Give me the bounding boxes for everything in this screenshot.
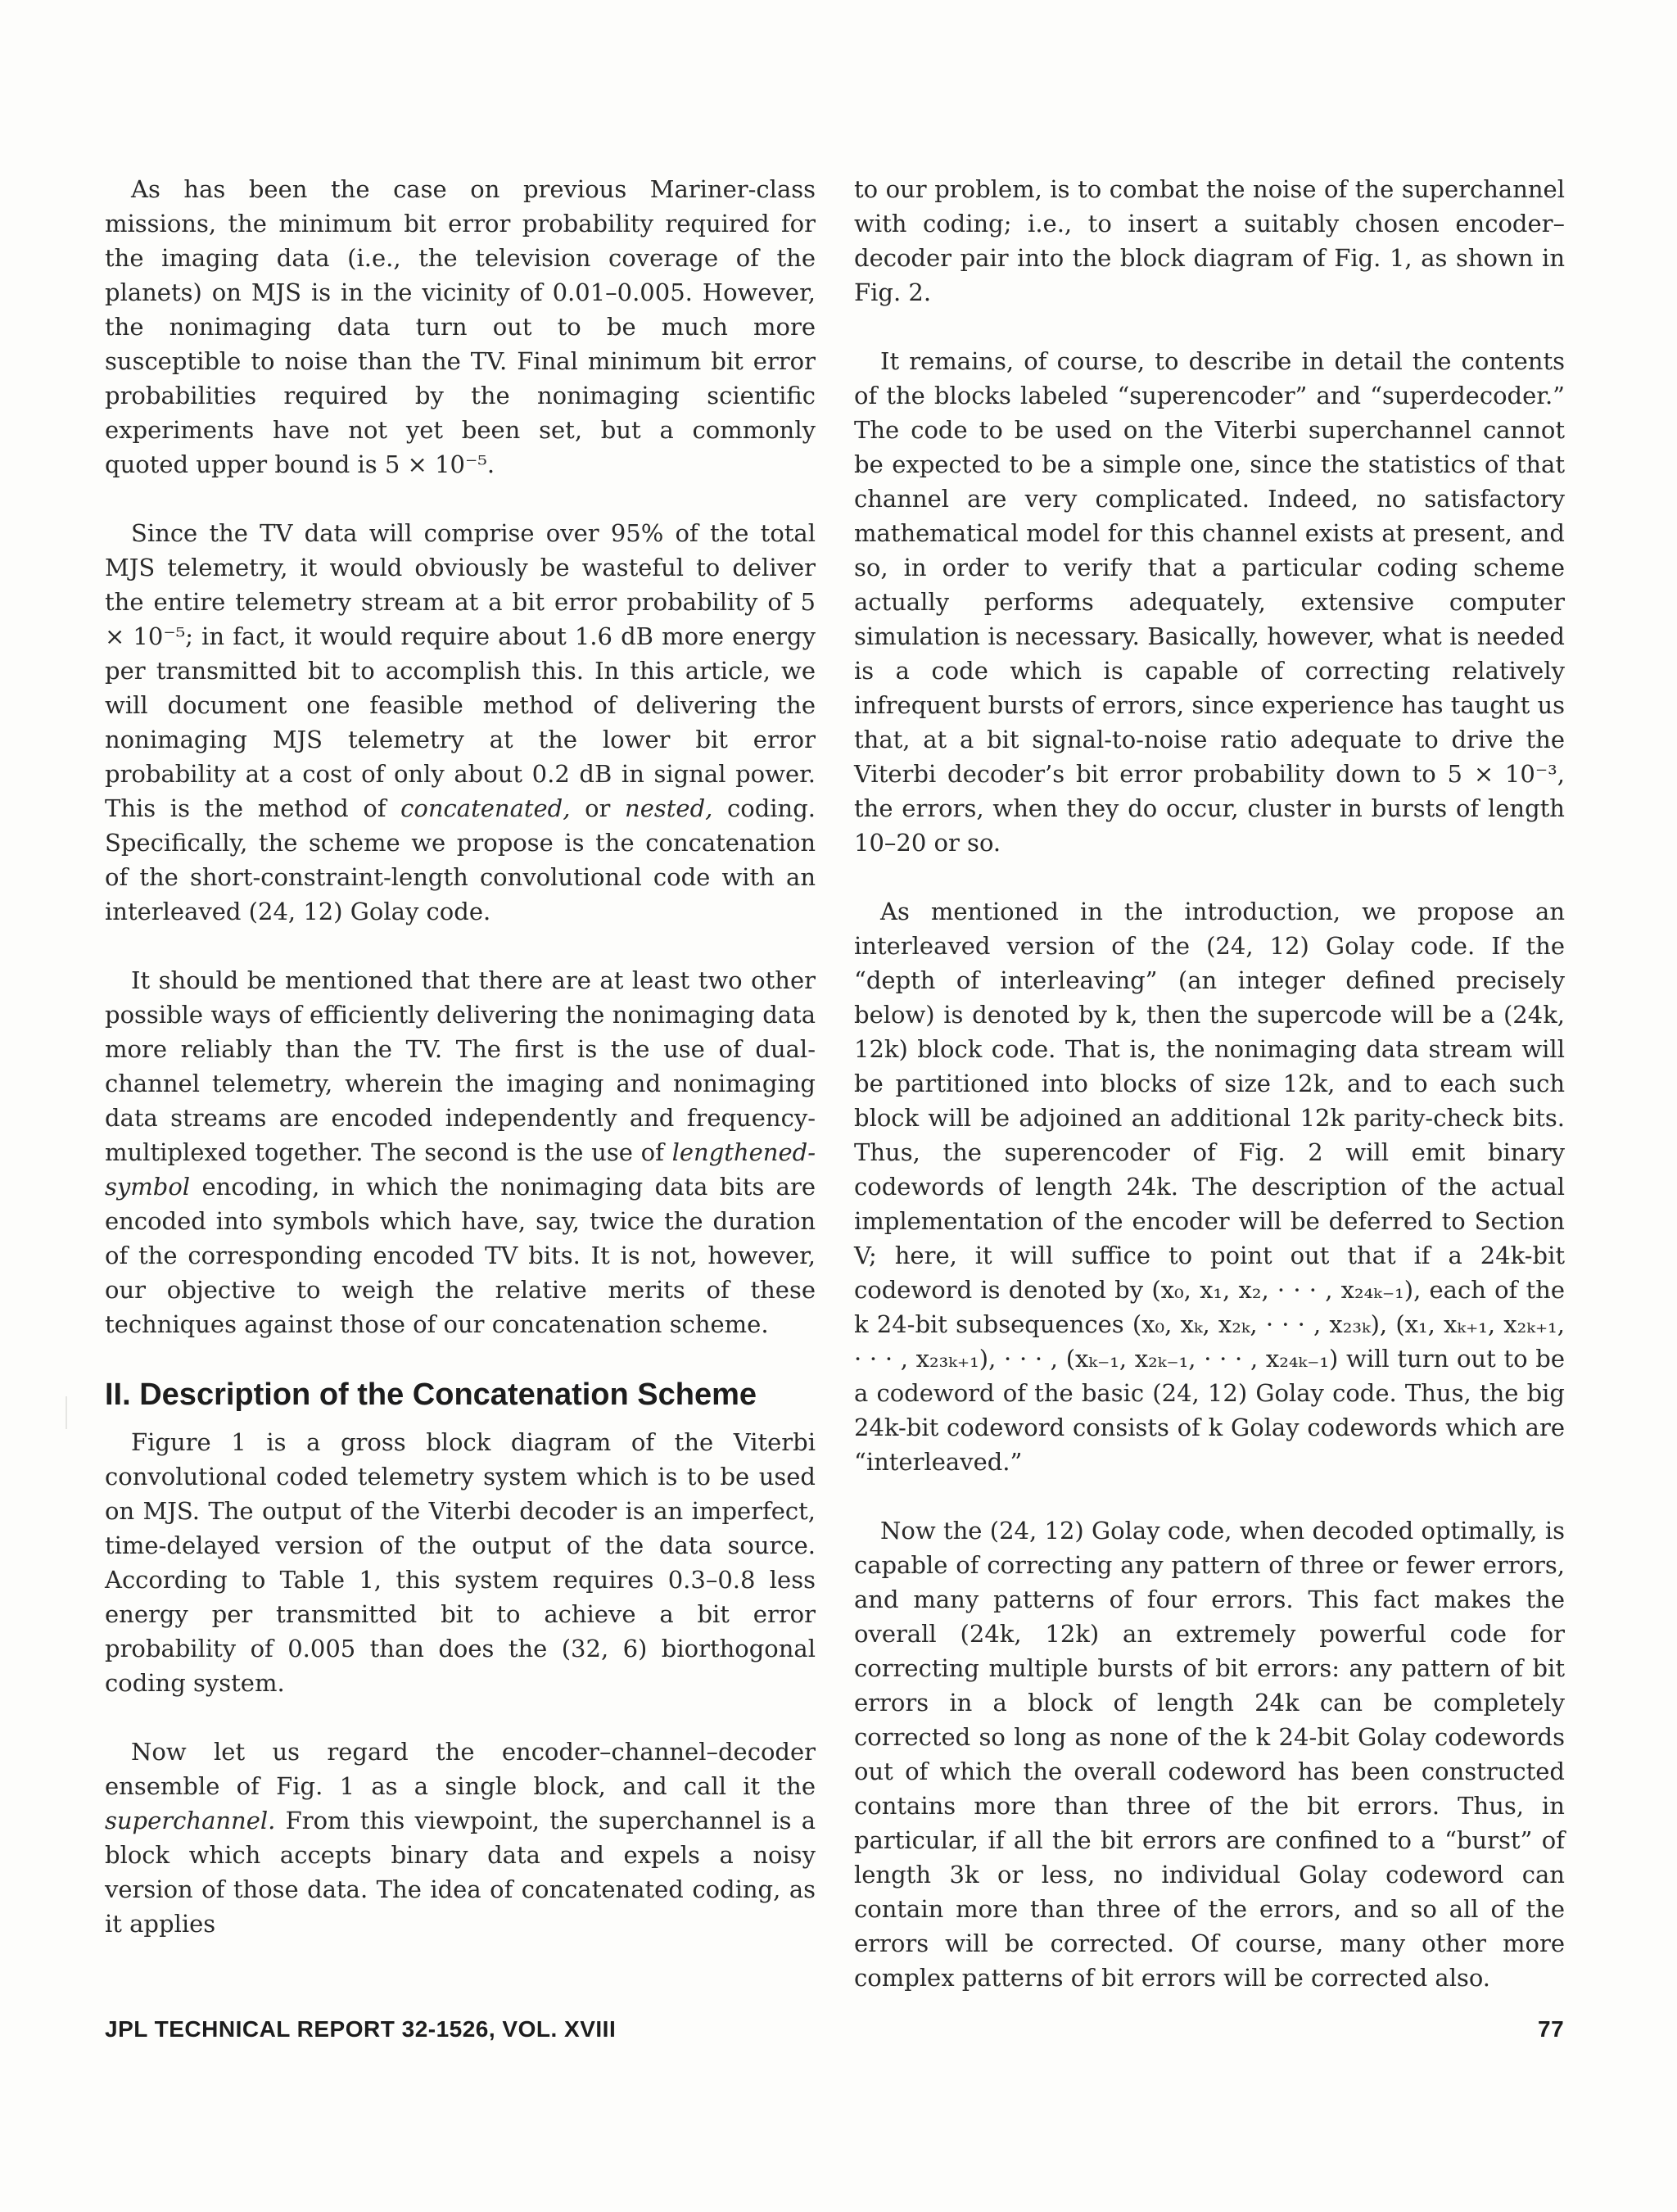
left-column [105, 172, 816, 1975]
footer-report-title: JPL TECHNICAL REPORT 32-1526, VOL. XVIII [105, 2016, 617, 2042]
paragraph: Since the TV data will comprise over 95% of the total MJS telemetry, it would obviously be wasteful to deliver the entire telemetry stream at a bit error probability of 5 × 10⁻⁵; in fact, it would require about 1.6 dB more energy per transmitted bit to accomplish this. In this article, we will document one feasible method of delivering the nonimaging MJS telemetry at the lower bit error probability at a cost of only about 0.2 dB in signal power. This is the method of concatenated, or nested, coding. Specifically, the scheme we propose is the concatenation of the short-constraint-length convolutional code with an interleaved (24, 12) Golay code. [105, 519, 816, 925]
page-number: 77 [1538, 2016, 1565, 2042]
section-heading: II. Description of the Concatenation Scheme [105, 1377, 757, 1412]
paragraph: It remains, of course, to describe in detail the contents of the blocks labeled “superencoder” and “superdecoder.” The code to be used on the Viterbi superchannel cannot be expected to be a simple one, since the statistics of that channel are very complicated. Indeed, no satisfactory mathematical model for this channel exists at present, and so, in order to verify that a particular coding scheme actually performs adequately, extensive computer simulation is necessary. Basically, however, what is needed is a code which is capable of correcting relatively infrequent bursts of errors, since experience has taught us that, at a bit signal-to-noise ratio adequate to drive the Viterbi decoder’s bit error probability down to 5 × 10⁻³, the errors, when they do occur, cluster in bursts of length 10–20 or so. [854, 347, 1566, 857]
paragraph-continued: to our problem, is to combat the noise of the superchannel with coding; i.e., to insert a suitably chosen encoder–decoder pair into the block diagram of Fig. 1, as shown in Fig. 2. [854, 175, 1565, 306]
paragraph: Figure 1 is a gross block diagram of the Viterbi convolutional coded telemetry system which is to be used on MJS. The output of the Viterbi decoder is an imperfect, time-delayed version of the output of the data source. According to Table 1, this system requires 0.3–0.8 less energy per transmitted bit to achieve a bit error probability of 0.005 than does the (32, 6) biorthogonal coding system. [105, 1428, 816, 1697]
paragraph: Now let us regard the encoder–channel–decoder ensemble of Fig. 1 as a single block, and call it the superchannel. From this viewpoint, the superchannel is a block which accepts binary data and expels a noisy version of those data. The idea of concatenated coding, as it applies [105, 1738, 816, 1938]
margin-mark [66, 1396, 67, 1429]
paragraph: As has been the case on previous Mariner-class missions, the minimum bit error probability required for the imaging data (i.e., the television coverage of the planets) on MJS is in the vicinity of 0.01–0.005. However, the nonimaging data turn out to be much more susceptible to noise than the TV. Final minimum bit error probabilities required by the nonimaging scientific experiments have not yet been set, but a commonly quoted upper bound is 5 × 10⁻⁵. [105, 175, 816, 478]
paragraph: Now the (24, 12) Golay code, when decoded optimally, is capable of correcting any pattern of three or fewer errors, and many patterns of four errors. This fact makes the overall (24k, 12k) an extremely powerful code for correcting multiple bursts of bit errors: any pattern of bit errors in a block of length 24k can be completely corrected so long as none of the k 24-bit Golay codewords out of which the overall codeword has been constructed contains more than three of the bit errors. Thus, in particular, if all the bit errors are confined to a “burst” of length 3k or less, no individual Golay codeword can contain more than three of the errors, and so all of the errors will be corrected. Of course, many other more complex patterns of bit errors will be corrected also. [854, 1517, 1565, 1992]
paragraph: As mentioned in the introduction, we propose an interleaved version of the (24, 12) Golay code. If the “depth of interleaving” (an integer defined precisely below) is denoted by k, then the supercode will be a (24k, 12k) block code. That is, the nonimaging data stream will be partitioned into blocks of size 12k, and to each such block will be adjoined an additional 12k parity-check bits. Thus, the superencoder of Fig. 2 will emit binary codewords of length 24k. The description of the actual implementation of the encoder will be deferred to Section V; here, it will suffice to point out that if a 24k-bit codeword is denoted by (x₀, x₁, x₂, · · · , x₂₄ₖ₋₁), each of the k 24-bit subsequences (x₀, xₖ, x₂ₖ, · · · , x₂₃ₖ), (x₁, xₖ₊₁, x₂ₖ₊₁, · · · , x₂₃ₖ₊₁), · · · , (xₖ₋₁, x₂ₖ₋₁, · · · , x₂₄ₖ₋₁) will turn out to be a codeword of the basic (24, 12) Golay code. Thus, the big 24k-bit codeword consists of k Golay codewords which are “interleaved.” [854, 898, 1565, 1476]
right-column [854, 172, 1565, 2029]
paragraph: It should be mentioned that there are at least two other possible ways of efficiently delivering the nonimaging data more reliably than the TV. The first is the use of dual-channel telemetry, wherein the imaging and nonimaging data streams are encoded independently and frequency-multiplexed together. The second is the use of lengthened-symbol encoding, in which the nonimaging data bits are encoded into symbols which have, say, twice the duration of the corresponding encoded TV bits. It is not, however, our objective to weigh the relative merits of these techniques against those of our concatenation scheme. [105, 966, 816, 1338]
